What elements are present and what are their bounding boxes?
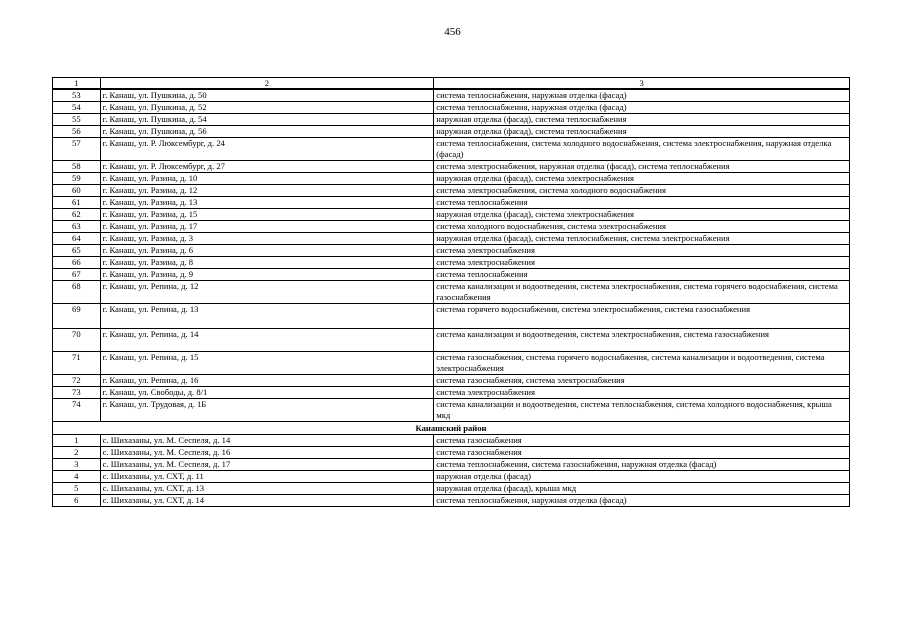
table-row <box>53 257 850 269</box>
table-row <box>53 387 850 399</box>
table-row <box>53 447 850 459</box>
row-works: система теплоснабжения <box>434 269 850 281</box>
page-number: 456 <box>444 26 461 38</box>
row-number: 61 <box>53 197 101 209</box>
row-address: с. Шихазаны, ул. СХТ, д. 14 <box>100 495 434 507</box>
row-address: г. Канаш, ул. Разина, д. 6 <box>100 245 434 257</box>
row-number: 1 <box>53 435 101 447</box>
header-col-1: 1 <box>53 78 101 90</box>
row-address: с. Шихазаны, ул. М. Сеспеля, д. 17 <box>100 459 434 471</box>
table-row <box>53 173 850 185</box>
table-row <box>53 245 850 257</box>
table-row <box>53 329 850 352</box>
row-works: наружная отделка (фасад), система электроснабжения <box>434 209 850 221</box>
row-address: г. Канаш, ул. Разина, д. 12 <box>100 185 434 197</box>
row-works: система канализации и водоотведения, система электроснабжения, система газоснабжения <box>434 329 850 352</box>
row-address: г. Канаш, ул. Пушкина, д. 56 <box>100 126 434 138</box>
row-address: г. Канаш, ул. Репина, д. 13 <box>100 304 434 329</box>
row-number: 74 <box>53 399 101 422</box>
table-row <box>53 161 850 173</box>
header-col-2: 2 <box>100 78 434 90</box>
table-row <box>53 185 850 197</box>
row-number: 3 <box>53 459 101 471</box>
row-works: система газоснабжения <box>434 447 850 459</box>
row-works: система электроснабжения, наружная отделка (фасад), система теплоснабжения <box>434 161 850 173</box>
row-number: 66 <box>53 257 101 269</box>
row-number: 53 <box>53 89 101 102</box>
row-address: с. Шихазаны, ул. М. Сеспеля, д. 14 <box>100 435 434 447</box>
row-works: система горячего водоснабжения, система электроснабжения, система газоснабжения <box>434 304 850 329</box>
row-works: наружная отделка (фасад) <box>434 471 850 483</box>
row-address: г. Канаш, ул. Пушкина, д. 52 <box>100 102 434 114</box>
row-address: г. Канаш, ул. Разина, д. 13 <box>100 197 434 209</box>
row-number: 71 <box>53 352 101 375</box>
table-body-district <box>53 435 850 507</box>
row-number: 5 <box>53 483 101 495</box>
row-works: система газоснабжения, система горячего водоснабжения, система канализации и водоотведения, система электроснабжения <box>434 352 850 375</box>
table-row <box>53 221 850 233</box>
row-works: система теплоснабжения, система холодного водоснабжения, система электроснабжения, наружная отделка (фасад) <box>434 138 850 161</box>
row-address: г. Канаш, ул. Разина, д. 17 <box>100 221 434 233</box>
table-row <box>53 483 850 495</box>
row-number: 2 <box>53 447 101 459</box>
row-number: 59 <box>53 173 101 185</box>
row-address: с. Шихазаны, ул. М. Сеспеля, д. 16 <box>100 447 434 459</box>
table-row <box>53 197 850 209</box>
table-row <box>53 114 850 126</box>
table-row <box>53 89 850 102</box>
row-address: г. Канаш, ул. Репина, д. 15 <box>100 352 434 375</box>
table-row <box>53 352 850 375</box>
row-number: 65 <box>53 245 101 257</box>
row-address: г. Канаш, ул. Трудовая, д. 1Б <box>100 399 434 422</box>
row-works: система теплоснабжения, наружная отделка (фасад) <box>434 89 850 102</box>
row-address: г. Канаш, ул. Разина, д. 8 <box>100 257 434 269</box>
row-address: г. Канаш, ул. Р. Люксембург, д. 27 <box>100 161 434 173</box>
row-address: г. Канаш, ул. Репина, д. 12 <box>100 281 434 304</box>
table-row <box>53 435 850 447</box>
row-address: г. Канаш, ул. Пушкина, д. 50 <box>100 89 434 102</box>
row-number: 68 <box>53 281 101 304</box>
row-works: наружная отделка (фасад), крыша мкд <box>434 483 850 495</box>
table-row <box>53 399 850 422</box>
row-number: 70 <box>53 329 101 352</box>
row-number: 57 <box>53 138 101 161</box>
row-address: г. Канаш, ул. Пушкина, д. 54 <box>100 114 434 126</box>
row-number: 64 <box>53 233 101 245</box>
row-address: г. Канаш, ул. Разина, д. 3 <box>100 233 434 245</box>
section-district <box>53 422 850 435</box>
row-works: система электроснабжения, система холодного водоснабжения <box>434 185 850 197</box>
row-works: система холодного водоснабжения, система электроснабжения <box>434 221 850 233</box>
row-number: 62 <box>53 209 101 221</box>
row-works: система теплоснабжения, наружная отделка (фасад) <box>434 102 850 114</box>
table-row <box>53 126 850 138</box>
row-works: система канализации и водоотведения, система теплоснабжения, система холодного водоснабжения, крыша мкд <box>434 399 850 422</box>
row-number: 56 <box>53 126 101 138</box>
section-title: Канашский район <box>53 422 850 435</box>
table-row <box>53 138 850 161</box>
row-address: г. Канаш, ул. Свободы, д. 8/1 <box>100 387 434 399</box>
row-works: наружная отделка (фасад), система теплоснабжения <box>434 114 850 126</box>
row-works: система канализации и водоотведения, система электроснабжения, система горячего водоснабжения, система газоснабжения <box>434 281 850 304</box>
row-address: с. Шихазаны, ул. СХТ, д. 13 <box>100 483 434 495</box>
row-address: г. Канаш, ул. Репина, д. 16 <box>100 375 434 387</box>
row-number: 73 <box>53 387 101 399</box>
row-number: 63 <box>53 221 101 233</box>
row-number: 72 <box>53 375 101 387</box>
row-works: система газоснабжения, система электроснабжения <box>434 375 850 387</box>
table-row <box>53 209 850 221</box>
table-row <box>53 304 850 329</box>
row-works: наружная отделка (фасад), система электроснабжения <box>434 173 850 185</box>
header-col-3: 3 <box>434 78 850 90</box>
table-row <box>53 233 850 245</box>
row-works: наружная отделка (фасад), система теплоснабжения <box>434 126 850 138</box>
row-number: 6 <box>53 495 101 507</box>
row-address: г. Канаш, ул. Репина, д. 14 <box>100 329 434 352</box>
row-number: 67 <box>53 269 101 281</box>
row-works: система теплоснабжения, система газоснабжения, наружная отделка (фасад) <box>434 459 850 471</box>
row-works: система газоснабжения <box>434 435 850 447</box>
table-body-city <box>53 89 850 422</box>
table-row <box>53 102 850 114</box>
row-address: с. Шихазаны, ул. СХТ, д. 11 <box>100 471 434 483</box>
row-number: 60 <box>53 185 101 197</box>
row-address: г. Канаш, ул. Разина, д. 9 <box>100 269 434 281</box>
row-number: 69 <box>53 304 101 329</box>
row-works: система электроснабжения <box>434 257 850 269</box>
registry-table <box>52 77 850 507</box>
row-works: система электроснабжения <box>434 245 850 257</box>
table-row <box>53 459 850 471</box>
row-works: система электроснабжения <box>434 387 850 399</box>
row-number: 58 <box>53 161 101 173</box>
table-row <box>53 269 850 281</box>
row-address: г. Канаш, ул. Разина, д. 15 <box>100 209 434 221</box>
row-works: система теплоснабжения <box>434 197 850 209</box>
row-number: 4 <box>53 471 101 483</box>
table-row <box>53 375 850 387</box>
table-row <box>53 495 850 507</box>
row-number: 54 <box>53 102 101 114</box>
table-row <box>53 281 850 304</box>
row-address: г. Канаш, ул. Р. Люксембург, д. 24 <box>100 138 434 161</box>
table-row <box>53 471 850 483</box>
row-works: система теплоснабжения, наружная отделка (фасад) <box>434 495 850 507</box>
table-header <box>53 78 850 90</box>
row-number: 55 <box>53 114 101 126</box>
row-address: г. Канаш, ул. Разина, д. 10 <box>100 173 434 185</box>
row-works: наружная отделка (фасад), система теплоснабжения, система электроснабжения <box>434 233 850 245</box>
